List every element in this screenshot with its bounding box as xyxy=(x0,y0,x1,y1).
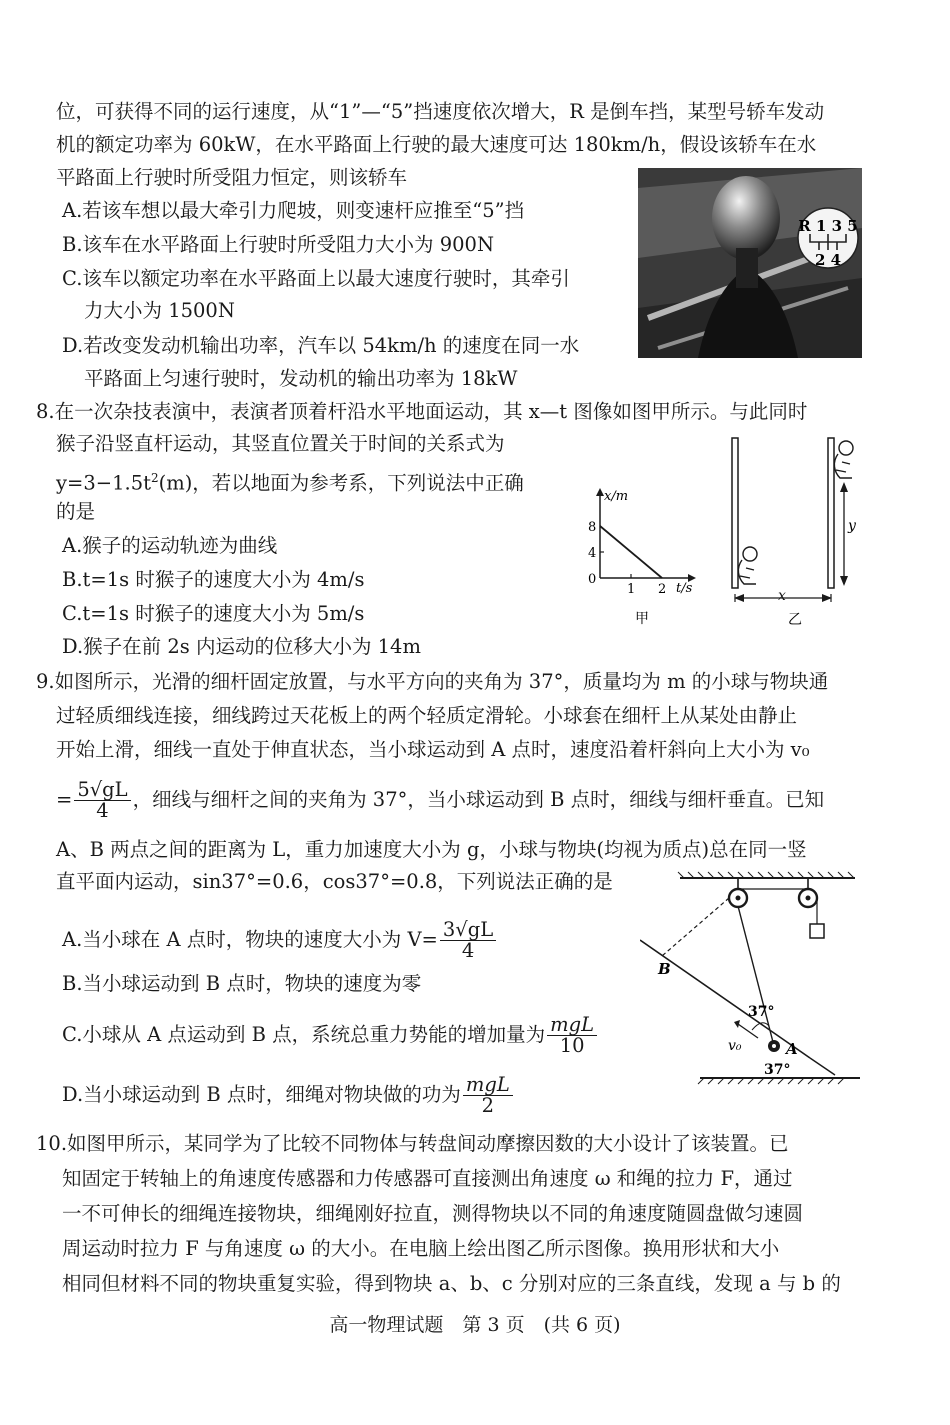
q9-option-a-text: A.当小球在 A 点时，物块的速度大小为 V= xyxy=(62,928,438,951)
xt-tick-0: 0 xyxy=(588,572,597,587)
q9-option-a-fraction xyxy=(440,920,496,961)
q9-option-a-denominator: 4 xyxy=(461,939,475,962)
q7-option-c-line1: C.该车以额定功率在水平路面上以最大速度行驶时，其牵引 xyxy=(62,267,570,290)
q9-option-d-text: D.当小球运动到 B 点时，细绳对物块做的功为 xyxy=(62,1083,461,1106)
q7-option-c-line2: 力大小为 1500N xyxy=(84,299,235,322)
gear-shifter-photo xyxy=(638,168,862,358)
q9-option-a-numerator: 3√gL xyxy=(440,920,496,941)
q8-eq-part1: y=3−1.5t xyxy=(56,471,151,495)
q9-option-d-numerator: mgL xyxy=(463,1075,513,1096)
q9-option-c-fraction xyxy=(547,1015,597,1056)
q9-option-c-numerator: mgL xyxy=(547,1015,597,1036)
q10-line2: 知固定于转轴上的角速度传感器和力传感器可直接测出角速度 ω 和绳的拉力 F，通过 xyxy=(62,1167,793,1190)
xt-line xyxy=(600,526,662,578)
q10-line1: 10.如图甲所示，某同学为了比较不同物体与转盘间动摩擦因数的大小设计了该装置。已 xyxy=(36,1132,789,1155)
q9-eq-sign: = xyxy=(56,788,73,811)
q9-v0-numerator: 5√gL xyxy=(74,780,130,801)
q8-eq-part2: (m)，若以地面为参考系，下列说法中正确 xyxy=(158,471,524,495)
q9-line4-rest: ，细线与细杆之间的夹角为 37°，当小球运动到 B 点时，细线与细杆垂直。已知 xyxy=(132,788,825,811)
q9-line2: 过轻质细线连接，细线跨过天花板上的两个轻质定滑轮。小球套在细杆上从某处由静止 xyxy=(56,704,798,727)
q8-line4: 的是 xyxy=(56,500,96,523)
q9-line1: 9.如图所示，光滑的细杆固定放置，与水平方向的夹角为 37°，质量均为 m 的小球与物块通 xyxy=(36,670,829,693)
q9-option-d-fraction xyxy=(463,1075,513,1116)
q8-option-d: D.猴子在前 2s 内运动的位移大小为 14m xyxy=(62,635,421,658)
q9-option-c-text: C.小球从 A 点运动到 B 点，系统总重力势能的增加量为 xyxy=(62,1023,546,1046)
q9-v0-fraction xyxy=(74,780,130,821)
q7-option-d-line1: D.若改变发动机输出功率，汽车以 54km/h 的速度在同一水 xyxy=(62,334,580,357)
q9-label-b: B xyxy=(658,960,671,978)
q9-v0-denominator: 4 xyxy=(96,799,109,822)
q9-option-c-denominator: 10 xyxy=(559,1034,585,1057)
q9-line4 xyxy=(56,780,824,821)
xt-axis-x-label: t/s xyxy=(676,581,693,596)
q9-line5: A、B 两点之间的距离为 L，重力加速度大小为 g，小球与物块(均视为质点)总在同一竖 xyxy=(56,838,807,861)
fig-jia-caption: 甲 xyxy=(635,611,649,627)
q9-label-a: A xyxy=(786,1040,798,1058)
q8-line1: 8.在一次杂技表演中，表演者顶着杆沿水平地面运动，其 x—t 图像如图甲所示。与此同时 xyxy=(36,400,808,423)
q8-option-a: A.猴子的运动轨迹为曲线 xyxy=(62,534,278,557)
gear-bottom-labels: 2 4 xyxy=(814,251,842,269)
page-footer: 高一物理试题 第 3 页 (共 6 页) xyxy=(329,1314,621,1336)
q8-figure-yi xyxy=(720,430,870,630)
q9-option-d-denominator: 2 xyxy=(481,1094,495,1117)
q9-line6: 直平面内运动，sin37°=0.6，cos37°=0.8，下列说法正确的是 xyxy=(56,870,613,893)
q7-option-a: A.若该车想以最大牵引力爬坡，则变速杆应推至“5”挡 xyxy=(62,199,525,222)
q9-option-a xyxy=(62,920,498,961)
q7-option-d-line2: 平路面上匀速行驶时，发动机的输出功率为 18kW xyxy=(84,367,518,390)
q9-figure xyxy=(640,868,870,1093)
q10-line5: 相同但材料不同的物块重复实验，得到物块 a、b、c 分别对应的三条直线，发现 a 与 b 的 xyxy=(62,1272,841,1295)
gear-top-labels: R 1 3 5 xyxy=(798,217,858,235)
xt-tick-8: 8 xyxy=(588,520,597,535)
q9-line3: 开始上滑，细线一直处于伸直状态，当小球运动到 A 点时，速度沿着杆斜向上大小为 v₀ xyxy=(56,738,810,761)
fig-yi-y-label: y xyxy=(848,518,856,534)
q9-angle-bottom: 37° xyxy=(764,1062,791,1078)
q8-line3 xyxy=(56,464,524,498)
monkey-bottom-icon xyxy=(738,547,757,584)
xt-axis-y-label: x/m xyxy=(604,489,629,504)
q7-option-b: B.该车在水平路面上行驶时所受阻力大小为 900N xyxy=(62,233,495,256)
q8-eq-exponent: 2 xyxy=(150,471,159,485)
q9-angle-top: 37° xyxy=(748,1004,775,1020)
q8-option-c: C.t=1s 时猴子的速度大小为 5m/s xyxy=(62,602,365,625)
q9-option-c xyxy=(62,1015,599,1056)
q9-option-b: B.当小球运动到 B 点时，物块的速度为零 xyxy=(62,972,422,995)
q9-option-d xyxy=(62,1075,515,1116)
q8-figure-jia xyxy=(580,480,710,630)
q7-line3: 平路面上行驶时所受阻力恒定，则该轿车 xyxy=(56,166,408,189)
xt-tick-4: 4 xyxy=(588,546,597,561)
q9-velocity-label: v₀ xyxy=(728,1038,742,1054)
xt-tick-1: 1 xyxy=(627,582,636,597)
q10-line3: 一不可伸长的细绳连接物块，细绳刚好拉直，测得物块以不同的角速度随圆盘做匀速圆 xyxy=(62,1202,804,1225)
monkey-top-icon xyxy=(834,441,853,478)
q7-line2: 机的额定功率为 60kW，在水平路面上行驶的最大速度可达 180km/h，假设该轿车在水 xyxy=(56,133,817,156)
rod xyxy=(640,940,810,1058)
q8-line2: 猴子沿竖直杆运动，其竖直位置关于时间的关系式为 xyxy=(56,432,505,455)
xt-tick-2: 2 xyxy=(658,582,667,597)
fig-yi-caption: 乙 xyxy=(788,612,802,628)
q8-option-b: B.t=1s 时猴子的速度大小为 4m/s xyxy=(62,568,365,591)
q7-line1: 位，可获得不同的运行速度，从“1”—“5”挡速度依次增大，R 是倒车挡，某型号轿车发动 xyxy=(56,100,825,123)
block-icon xyxy=(810,924,824,938)
fig-yi-x-label: x xyxy=(778,588,786,604)
q10-line4: 周运动时拉力 F 与角速度 ω 的大小。在电脑上绘出图乙所示图像。换用形状和大小 xyxy=(62,1237,780,1260)
